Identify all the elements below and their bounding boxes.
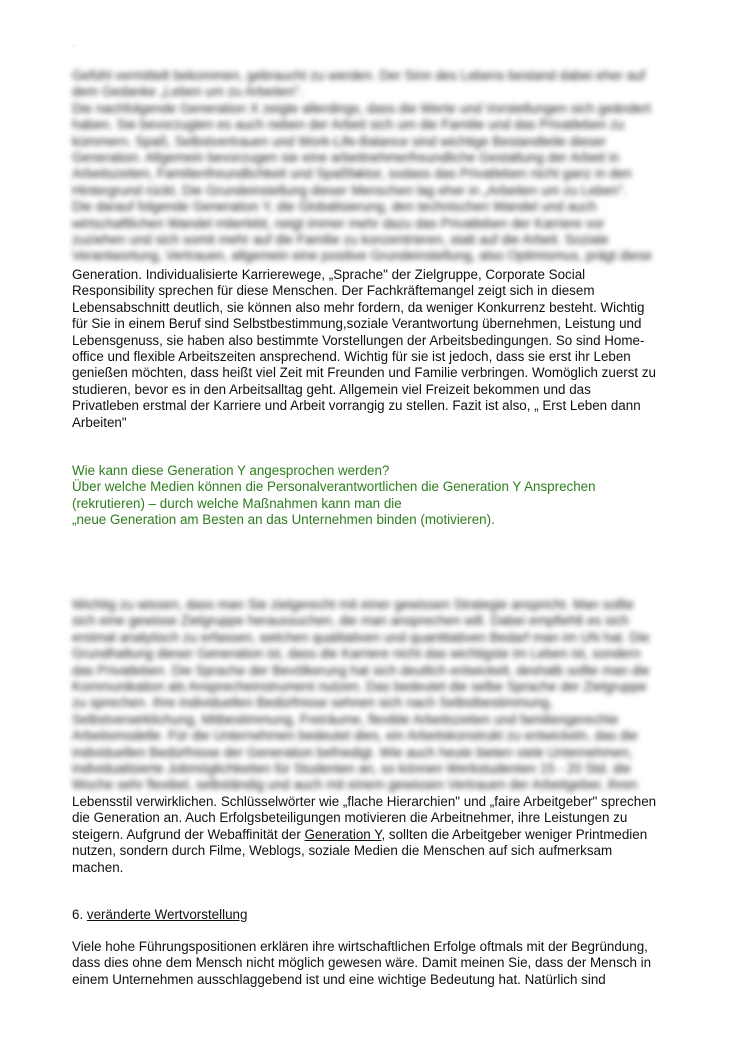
- text-line: genießen möchten, dass heißt viel Zeit mit Freunden und Familie verbringen. Womöglich zuerst zu: [72, 365, 657, 381]
- blurred-line: Arbeitszeiten, Familienfreundlichkeit und Spaßfaktor, sodass das Privatleben nicht ganz in den: [72, 166, 632, 182]
- blurred-line: Arbeitsmodelle. Für die Unternehmen bedeutet dies, ein Arbeitskonstrukt zu entwickeln, das die: [72, 728, 638, 744]
- blurred-line: wirtschaftlichen Wandel miterlebt, neigt immer mehr dazu das Privatleben der Karriere vor: [72, 215, 605, 231]
- question-line: Über welche Medien können die Personalverantwortlichen die Generation Y Ansprechen: [72, 479, 596, 495]
- blurred-paragraph-mid: [72, 597, 682, 794]
- text-line: dass dies ohne dem Mensch nicht möglich gewesen wäre. Damit meinen Sie, dass der Mensch in: [72, 955, 652, 971]
- blurred-line: individualisierte Jobmöglichkeiten für Studenten an, so können Werkstudenten 15 - 20 Std. die: [72, 761, 631, 777]
- blurred-line: zuziehen und sich somit mehr auf die Familie zu konzentrieren, statt auf die Arbeit. Soziale: [72, 232, 609, 248]
- section-number: 6.: [72, 907, 87, 922]
- blurred-line: haben. Sie bevorzugten es auch neben der Arbeit sich um die Familie und das Privatleben zu: [72, 117, 625, 133]
- text-fragment: steigern. Aufgrund der Webaffinität der: [72, 826, 305, 842]
- blurred-line: sich eine gewisse Zielgruppe heraussuchen, die man ansprechen will. Dabei empfiehlt es sich: [72, 613, 629, 629]
- text-line: einem Unternehmen ausschlaggebend ist und eine wichtige Bedeutung hat. Natürlich sind: [72, 971, 606, 987]
- text-line: Lebensgenuss, sie haben also bestimmte Vorstellungen der Arbeitsbedingungen. So sind Home-: [72, 332, 645, 348]
- text-line: [72, 827, 682, 843]
- text-fragment: , sollten die Arbeitgeber weniger Printmedien: [381, 826, 648, 842]
- blurred-line: Wichtig zu wissen, dass man Sie zielgerecht mit einer gewissen Strategie anspricht. Man sollte: [72, 597, 634, 612]
- text-line: Generation. Individualisierte Karrierewege, „Sprache" der Zielgruppe, Corporate Social: [72, 267, 586, 282]
- blurred-line: Generation. Allgemein bevorzugen sie eine arbeitnehmerfreundliche Gestaltung der Arbeit in: [72, 150, 620, 166]
- section-heading: [72, 907, 682, 923]
- blurred-line: Gefühl vermittelt bekommen, gebraucht zu werden. Der Sinn des Lebens bestand dabei eher auf: [72, 68, 646, 83]
- generation-y-link[interactable]: Generation Y: [304, 826, 382, 842]
- blurred-line: zu sprechen. Ihre individuellen Bedürfnisse sehnen sich nach Selbstbestimmung,: [72, 695, 553, 711]
- text-line: Viele hohe Führungspositionen erklären ihre wirtschaftlichen Erfolge oftmals mit der Begründung,: [72, 939, 648, 954]
- text-line: machen.: [72, 859, 124, 875]
- blurred-line: dem Gedanke „Leben um zu Arbeiten".: [72, 84, 304, 100]
- paragraph-generation-y: [72, 267, 682, 431]
- text-line: Arbeiten": [72, 414, 127, 430]
- question-line: Wie kann diese Generation Y angesprochen werden?: [72, 463, 390, 478]
- paragraph-values: [72, 939, 682, 988]
- blurred-line: Grundhaltung dieser Generation ist, dass die Karriere nicht das wichtigste im Leben ist, sondern: [72, 646, 641, 662]
- blurred-line: Kommunikation als Ansprecheinstrument nutzen. Das bedeutet die selbe Sprache der Zielgruppe: [72, 679, 647, 695]
- section-title: veränderte Wertvorstellung: [86, 907, 248, 922]
- text-line: für Sie in einem Beruf sind Selbstbestimmung,soziale Verantwortung übernehmen, Leistung und: [72, 316, 642, 332]
- blurred-line: Die darauf folgende Generation Y, die Globalisierung, den technischen Wandel und auch: [72, 199, 597, 215]
- blurred-line: Verantwortung, Vertrauen, allgemein eine positive Grundeinstellung, also Optimismus, prägt diese: [72, 248, 652, 264]
- question-block: [72, 463, 682, 529]
- heading-line: [72, 907, 682, 923]
- text-line: Lebensstil verwirklichen. Schlüsselwörter wie „flache Hierarchien" und „faire Arbeitgeber" sprechen: [72, 794, 657, 809]
- text-line: Responsibility sprechen für diese Menschen. Der Fachkräftemangel zeigt sich in diesem: [72, 283, 595, 299]
- blurred-line: das Privatleben. Die Sprache der Bevölkerung hat sich deutlich entwickelt, deshalb sollte man die: [72, 662, 650, 678]
- text-line: office und flexible Arbeitszeiten ansprechend. Wichtig für sie ist jedoch, dass sie erst ihr Leben: [72, 349, 631, 365]
- question-line: „neue Generation am Besten an das Unternehmen binden (motivieren).: [72, 512, 495, 528]
- text-line: studieren, bevor es in den Arbeitsalltag geht. Allgemein viel Freizeit bekommen und das: [72, 381, 591, 397]
- text-line: Privatleben erstmal der Karriere und Arbeit vorrangig zu stellen. Fazit ist also, „ Erst Leben dann: [72, 398, 641, 414]
- blurred-line: Hintergrund rückt. Die Grundeinstellung dieser Menschen lag eher in „Arbeiten um zu Leben".: [72, 182, 627, 198]
- page-marker: ·: [72, 40, 76, 51]
- blurred-line: kümmern. Spaß, Selbstvertrauen und Work-Life-Balance sind wichtige Bestandteile dieser: [72, 133, 607, 149]
- question-line: (rekrutieren) – durch welche Maßnahmen kann man die: [72, 495, 402, 511]
- blurred-line: Selbstverwirklichung, Mitbestimmung, Freiräume, flexible Arbeitszeiten und familiengerechte: [72, 711, 619, 727]
- text-line: die Generation an. Auch Erfolgsbeteiligungen motivieren die Arbeitnehmer, ihre Leistungen zu: [72, 810, 628, 826]
- blurred-line: Woche sehr flexibel, selbständig und auch mit einem gewissen Vertrauen der Arbeitgeber, ihren: [72, 777, 638, 793]
- text-line: nutzen, sondern durch Filme, Weblogs, soziale Medien die Menschen auf sich aufmerksam: [72, 843, 613, 859]
- blurred-line: Die nachfolgende Generation X zeigte allerdings, dass die Werte und Vorstellungen sich geändert: [72, 100, 651, 116]
- blurred-line: individuellen Bedürfnisse der Generation befriedigt. Wie auch heute bieten viele Unternehmen,: [72, 744, 633, 760]
- paragraph-lifestyle: [72, 794, 682, 876]
- blurred-line: erstmal analytisch zu erfassen, welchen qualitativen und quantitativen Bedarf man im UN hat. Die: [72, 629, 650, 645]
- blurred-paragraph-top: [72, 68, 682, 265]
- text-line: Lebensabschnitt deutlich, sie können also mehr fordern, da weniger Konkurrenz besteht. Wichtig: [72, 299, 645, 315]
